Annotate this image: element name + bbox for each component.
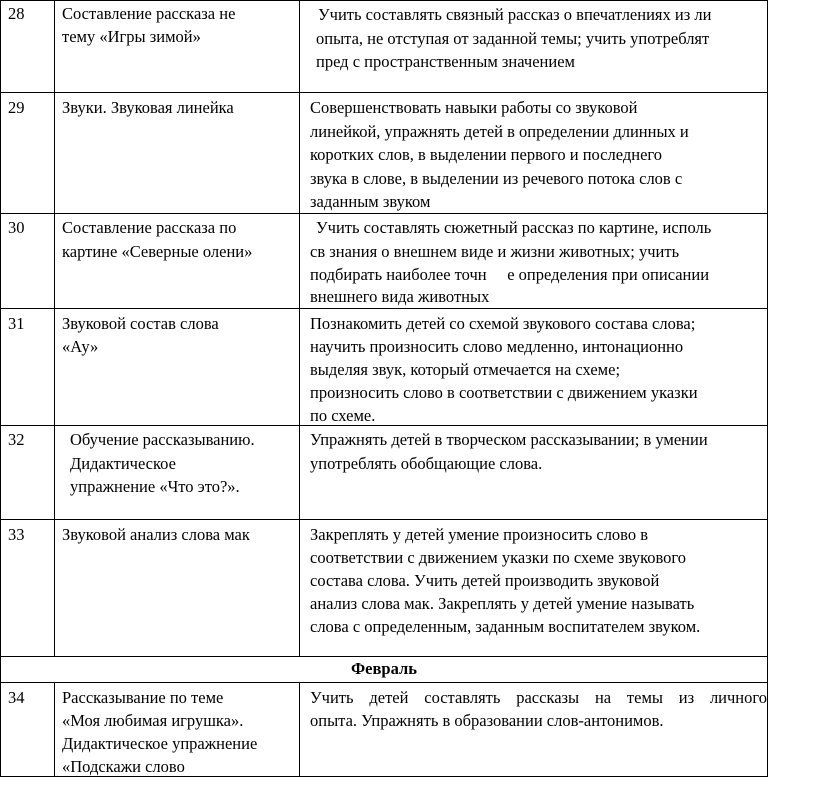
row-31-topic-line-1: Звуковой состав слова	[62, 314, 219, 333]
row-29-goal-line-3: коротких слов, в выделении первого и последнего	[310, 145, 663, 164]
row-30-topic-line-2: картине «Северные олени»	[62, 242, 253, 261]
row-32-goal-line-2: употреблять обобщающие слова.	[310, 454, 543, 473]
row-32-topic-line-2: Дидактическое	[70, 454, 176, 473]
row-30-goal-line-4: внешнего вида животных	[310, 287, 490, 306]
row-30-goal-line-2: св знания о внешнем виде и жизни животных; учить	[310, 242, 680, 261]
row-34-topic-line-2: «Моя любимая игрушка».	[62, 711, 244, 730]
row-33-goal-line-5: слова с определенным, заданным воспитателем звуком.	[310, 617, 701, 636]
row-31-goal-line-4: произносить слово в соответствии с движением указки	[310, 383, 698, 402]
row-34-topic-line-4: «Подскажи слово	[62, 757, 185, 776]
row-29-goal-line-1: Совершенствовать навыки работы со звуковой	[310, 98, 638, 117]
row-31-goal-line-3: выделяя звук, который отмечается на схеме;	[310, 360, 621, 379]
row-34-number: 34	[8, 688, 25, 707]
row-30-goal-line-3: подбирать наиболее точн е определения при описании	[310, 265, 710, 284]
row-31-goal-line-1: Познакомить детей со схемой звукового состава слова;	[310, 314, 696, 333]
row-32-goal-line-1: Упражнять детей в творческом рассказывании; в умении	[310, 430, 708, 449]
row-28-topic-line-1: Составление рассказа не	[62, 4, 236, 23]
row-33-topic-line-1: Звуковой анализ слова мак	[62, 525, 250, 544]
row-31-topic-line-2: «Ау»	[62, 337, 99, 356]
row-30-topic-line-1: Составление рассказа по	[62, 218, 237, 237]
row-34-goal-line-1: Учить детей составлять рассказы на темы из личного	[310, 688, 767, 707]
row-33-goal-line-2: соответствии с движением указки по схеме звукового	[310, 548, 687, 567]
row-32-number: 32	[8, 430, 25, 449]
row-33-goal-line-4: анализ слова мак. Закреплять у детей умение называть	[310, 594, 695, 613]
row-29-goal-line-4: звука в слове, в выделении из речевого потока слов с	[310, 169, 683, 188]
row-34-topic-line-3: Дидактическое упражнение	[62, 734, 258, 753]
row-33-goal-line-3: состава слова. Учить детей производить звуковой	[310, 571, 660, 590]
row-28-goal-line-2: опыта, не отступая от заданной темы; учить употреблят	[316, 29, 710, 48]
row-32-topic-line-1: Обучение рассказыванию.	[70, 430, 255, 449]
row-30-goal-line-1: Учить составлять сюжетный рассказ по картине, исполь	[316, 218, 712, 237]
row-34-goal-line-2: опыта. Упражнять в образовании слов-антонимов.	[310, 711, 664, 730]
row-29-topic-line-1: Звуки. Звуковая линейка	[62, 98, 234, 117]
month-heading: Февраль	[351, 659, 417, 678]
row-30-number: 30	[8, 218, 25, 237]
row-28-goal-line-3: пред с пространственным значением	[316, 52, 575, 71]
row-29-goal-line-2: линейкой, упражнять детей в определении длинных и	[310, 122, 689, 141]
row-28-goal-line-1: Учить составлять связный рассказ о впечатлениях из ли	[318, 5, 712, 24]
row-33-number: 33	[8, 525, 25, 544]
row-31-number: 31	[8, 314, 25, 333]
row-34-topic-line-1: Рассказывание по теме	[62, 688, 224, 707]
row-32-topic-line-3: упражнение «Что это?».	[70, 477, 240, 496]
row-28-number: 28	[8, 4, 25, 23]
row-33-goal-line-1: Закреплять у детей умение произносить слово в	[310, 525, 649, 544]
row-29-goal-line-5: заданным звуком	[310, 192, 431, 211]
row-31-goal-line-2: научить произносить слово медленно, интонационно	[310, 337, 684, 356]
row-29-number: 29	[8, 98, 25, 117]
row-31-goal-line-5: по схеме.	[310, 406, 376, 425]
row-28-topic-line-2: тему «Игры зимой»	[62, 27, 201, 46]
